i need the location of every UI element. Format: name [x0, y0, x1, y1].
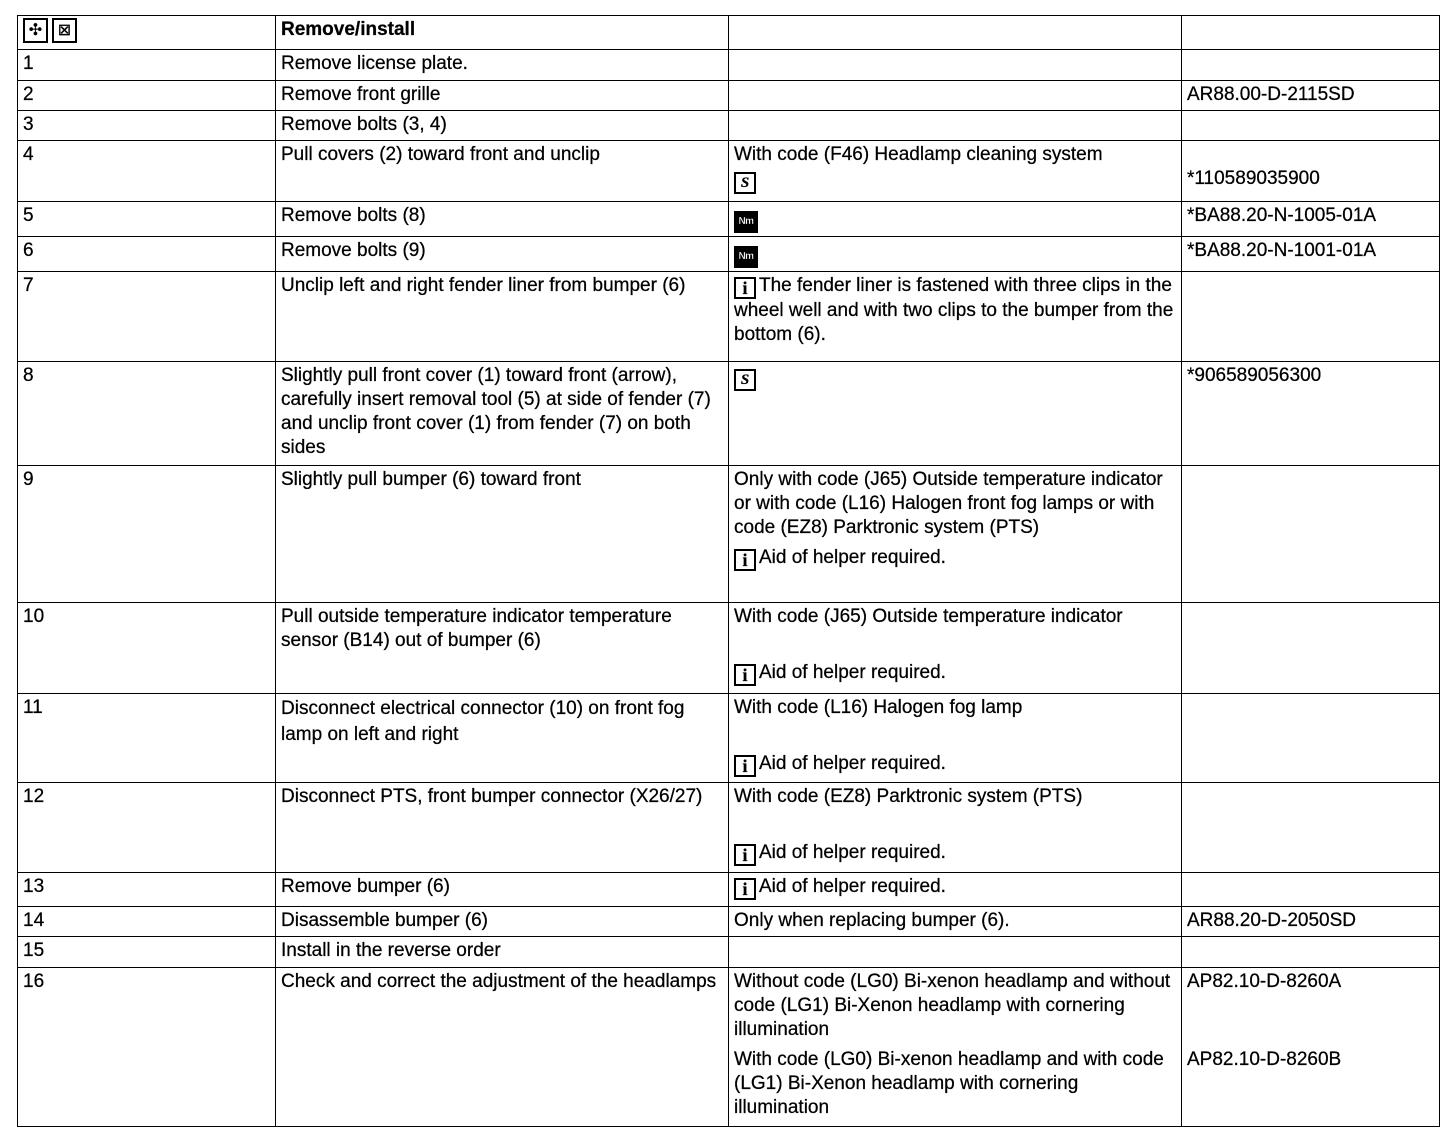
table-row [18, 81, 1440, 111]
step-number: 15 [18, 937, 276, 968]
step-action: Slightly pull front cover (1) toward front (arrow), carefully insert removal tool (5) at side of fender (7) and unclip front cover (1) from fender (7) on both sides [276, 362, 729, 466]
table-row [18, 272, 1440, 362]
table-row [18, 466, 1440, 603]
step-number: 1 [18, 50, 276, 81]
step-action: Disassemble bumper (6) [276, 907, 729, 937]
info-icon[interactable]: i [734, 755, 756, 777]
step-note: With code (J65) Outside temperature indicator [734, 606, 1123, 627]
step-number: 7 [18, 272, 276, 362]
step-action: Pull covers (2) toward front and unclip [276, 141, 729, 202]
step-number: 3 [18, 111, 276, 141]
step-note: With code (EZ8) Parktronic system (PTS) [734, 786, 1083, 807]
step-number: 8 [18, 362, 276, 466]
reference-link[interactable]: *906589056300 [1182, 362, 1440, 466]
step-action: Slightly pull bumper (6) toward front [276, 466, 729, 603]
step-note: Only with code (J65) Outside temperature indicator or with code (L16) Halogen front fog lamps or with code (EZ8) Parktronic system (PTS) [734, 469, 1163, 538]
step-note: With code (F46) Headlamp cleaning system [734, 144, 1103, 165]
header-row [18, 16, 1440, 50]
info-icon[interactable]: i [734, 844, 756, 866]
table-row [18, 50, 1440, 81]
reference-link[interactable]: *BA88.20-N-1005-01A [1182, 202, 1440, 237]
table-row [18, 873, 1440, 907]
table-row [18, 237, 1440, 272]
header-icons-cell [18, 16, 276, 50]
table-row [18, 907, 1440, 937]
step-action: Remove bumper (6) [276, 873, 729, 907]
reference-link[interactable]: *BA88.20-N-1001-01A [1182, 237, 1440, 272]
step-action: Install in the reverse order [276, 937, 729, 968]
step-note-secondary: Aid of helper required. [759, 753, 946, 774]
step-number: 16 [18, 968, 276, 1127]
step-action: Remove license plate. [276, 50, 729, 81]
reference-link[interactable]: AR88.00-D-2115SD [1182, 81, 1440, 111]
reference-link-secondary[interactable]: AP82.10-D-8260B [1187, 1049, 1342, 1070]
reference-link[interactable]: *110589035900 [1187, 168, 1320, 189]
step-note-secondary: With code (LG0) Bi-xenon headlamp and with code (LG1) Bi-Xenon headlamp with cornering illumination [734, 1049, 1164, 1118]
table-row [18, 202, 1440, 237]
step-number: 2 [18, 81, 276, 111]
special-tool-icon[interactable]: S [734, 369, 756, 391]
info-icon[interactable]: i [734, 664, 756, 686]
info-icon[interactable]: i [734, 878, 756, 900]
step-note: The fender liner is fastened with three clips in the wheel well and with two clips to the bumper from the bottom (6). [734, 275, 1174, 345]
header-title: Remove/install [276, 16, 729, 50]
reference-link[interactable]: AR88.20-D-2050SD [1182, 907, 1440, 937]
expand-icon[interactable]: ✣ [23, 18, 48, 43]
step-action: Disconnect electrical connector (10) on front fog lamp on left and right [276, 694, 729, 783]
table-row [18, 937, 1440, 968]
step-action: Disconnect PTS, front bumper connector (X26/27) [276, 783, 729, 873]
torque-icon[interactable]: Nm [734, 246, 758, 268]
table-row [18, 968, 1440, 1127]
table-row [18, 603, 1440, 694]
info-icon[interactable]: i [734, 277, 756, 299]
step-action: Pull outside temperature indicator temperature sensor (B14) out of bumper (6) [276, 603, 729, 694]
step-number: 9 [18, 466, 276, 603]
step-action: Unclip left and right fender liner from bumper (6) [276, 272, 729, 362]
step-action: Remove bolts (8) [276, 202, 729, 237]
table-row [18, 111, 1440, 141]
procedure-table [17, 15, 1440, 1127]
step-note-secondary: Aid of helper required. [759, 842, 946, 863]
step-action: Check and correct the adjustment of the headlamps [276, 968, 729, 1127]
step-number: 5 [18, 202, 276, 237]
step-note: With code (L16) Halogen fog lamp [734, 697, 1023, 718]
step-action: Remove bolts (9) [276, 237, 729, 272]
collapse-icon[interactable]: ⊠ [52, 18, 77, 43]
step-number: 13 [18, 873, 276, 907]
special-tool-icon[interactable]: S [734, 172, 756, 194]
table-row [18, 141, 1440, 202]
info-icon[interactable]: i [734, 549, 756, 571]
step-number: 6 [18, 237, 276, 272]
step-note-secondary: Aid of helper required. [759, 662, 946, 683]
step-note: Only when replacing bumper (6). [729, 907, 1182, 937]
step-number: 12 [18, 783, 276, 873]
step-number: 4 [18, 141, 276, 202]
step-number: 14 [18, 907, 276, 937]
table-row [18, 783, 1440, 873]
step-action: Remove bolts (3, 4) [276, 111, 729, 141]
step-note-secondary: Aid of helper required. [759, 547, 946, 568]
step-number: 11 [18, 694, 276, 783]
reference-link[interactable]: AP82.10-D-8260A [1187, 971, 1342, 992]
table-row [18, 694, 1440, 783]
step-note: Aid of helper required. [759, 876, 946, 897]
step-action: Remove front grille [276, 81, 729, 111]
table-row [18, 362, 1440, 466]
step-number: 10 [18, 603, 276, 694]
torque-icon[interactable]: Nm [734, 211, 758, 233]
step-note: Without code (LG0) Bi-xenon headlamp and without code (LG1) Bi-Xenon headlamp with cornering illumination [734, 971, 1171, 1040]
